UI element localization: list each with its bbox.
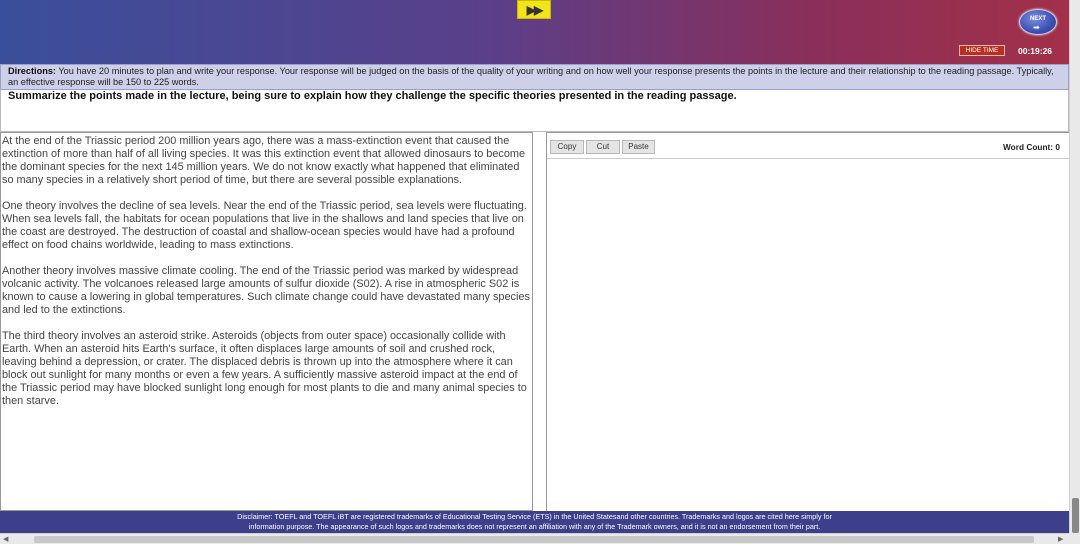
scroll-left-icon[interactable]: ◀: [3, 536, 9, 543]
paste-button[interactable]: Paste: [622, 140, 655, 154]
header-bar: [0, 0, 1080, 64]
countdown-timer: 00:19:26: [1018, 46, 1053, 56]
copy-button[interactable]: Copy: [550, 140, 584, 154]
scrollbar-corner: [1069, 533, 1080, 544]
directions-label: Directions:: [8, 66, 56, 76]
disclaimer-line: information purpose. The appearance of such logos and trademarks does not represent an affiliation with any of the Trademark owners, and it is not an endorsement from their part.: [248, 521, 821, 531]
reading-paragraph: Another theory involves massive climate cooling. The end of the Triassic period was marked by widespread volcanic activity. The volcanoes released large amounts of sulfur dioxide (S02). A rise in atmospheric S02 is known to cause a lowering in global temperatures. Such climate change could have devastated many species and led to the extinctions.: [2, 265, 530, 316]
fast-forward-icon: ▶▶: [526, 2, 542, 17]
next-button[interactable]: [1019, 9, 1057, 35]
disclaimer-footer: [0, 511, 1069, 533]
horizontal-scrollbar[interactable]: [0, 533, 1069, 544]
vertical-scroll-thumb[interactable]: [1072, 498, 1079, 533]
reading-paragraph: One theory involves the decline of sea levels. Near the end of the Triassic period, sea levels were fluctuating. When sea levels fall, the habitats for ocean populations that live in the shallows and land species that live on the coast are destroyed. The destruction of coastal and shallow-ocean species would have had a profound effect on food chains worldwide, leading to mass extinctions.: [2, 200, 527, 251]
edit-toolbar: [547, 133, 1069, 159]
arrow-right-icon: ➡: [1033, 23, 1040, 32]
cut-button[interactable]: Cut: [586, 140, 620, 154]
pane-divider: [533, 132, 547, 511]
hide-time-button[interactable]: HIDE TIME: [959, 45, 1005, 56]
directions-panel: [0, 64, 1069, 90]
question-prompt: Summarize the points made in the lecture, being sure to explain how they challenge the specific theories presented in the reading passage.: [0, 90, 1069, 132]
reading-paragraph: At the end of the Triassic period 200 million years ago, there was a mass-extinction event that caused the extinction of more than half of all living species. It was this extinction event that allowed dinosaurs to become the dominant species for the next 145 million years. We do not know exactly what happened that eliminated so many species in a relatively short period of time, but there are several possible explanations.: [2, 135, 526, 186]
writing-panel: [547, 132, 1069, 511]
next-label: NEXT: [1029, 16, 1046, 22]
directions-text: You have 20 minutes to plan and write your response. Your response will be judged on the basis of the quality of your writing and on how well your response presents the points in the lecture and their relationship to the reading passage. Typically, an effective response will be 150 to 225 words.: [8, 66, 1054, 87]
reading-passage: [0, 132, 533, 511]
horizontal-scroll-thumb[interactable]: [34, 536, 1034, 543]
disclaimer-line: Disclaimer: TOEFL and TOEFL iBT are registered trademarks of Educational Testing Service (ETS) in the United Statesand other countries. Trademarks and logos are cited here simply for: [237, 512, 832, 521]
scroll-right-icon[interactable]: ▶: [1058, 536, 1064, 543]
skip-forward-button[interactable]: [517, 0, 551, 19]
vertical-scrollbar[interactable]: [1069, 0, 1080, 533]
word-count: Word Count: 0: [1003, 142, 1060, 152]
essay-textarea[interactable]: [547, 159, 1069, 511]
reading-paragraph: The third theory involves an asteroid strike. Asteroids (objects from outer space) occasionally collide with Earth. When an asteroid hits Earth's surface, it often displaces large amounts of soil and crushed rock, leaving behind a depression, or crater. The displaced debris is thrown up into the atmosphere where it can block out sunlight for many months or even a few years. A sufficiently massive asteroid impact at the end of the Triassic period may have blocked sunlight long enough for most plants to die and many animal species to then starve.: [2, 330, 527, 407]
